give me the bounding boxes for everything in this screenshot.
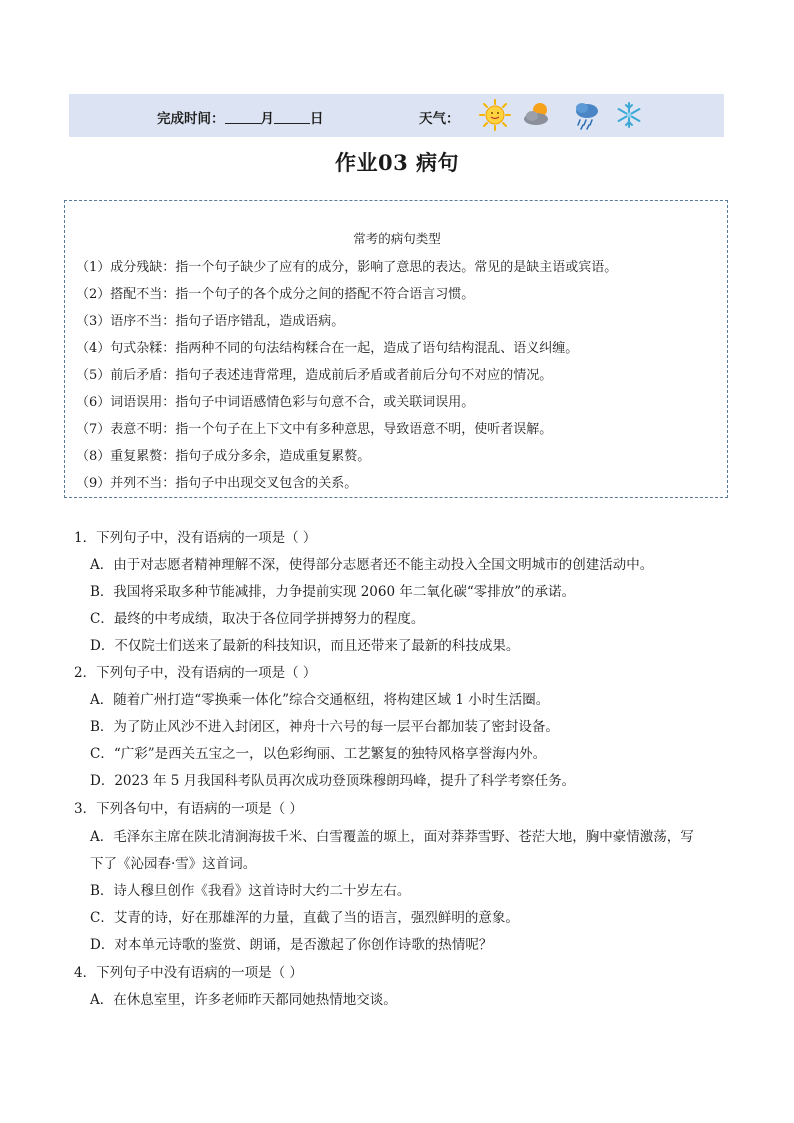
rain-icon: [570, 98, 604, 132]
month-label: 月: [260, 111, 274, 127]
question-3-option-a-cont: 下了《沁园春·雪》这首词。: [90, 856, 257, 872]
question-2-option-a: A．随着广州打造“零换乘一体化”综合交通枢纽，将构建区域 1 小时生活圈。: [90, 692, 550, 708]
page-title: 作业03 病句: [334, 150, 460, 175]
question-1-option-d: D．不仅院士们送来了最新的科技知识，而且还带来了最新的科技成果。: [90, 638, 520, 654]
question-2-option-d: D．2023 年 5 月我国科考队员再次成功登顶珠穆朗玛峰，提升了科学考察任务。: [90, 773, 576, 789]
question-3-stem: 3．下列各句中，有语病的一项是（ ）: [74, 801, 303, 817]
error-types-box: [64, 200, 728, 498]
box-heading: 常考的病句类型: [353, 231, 441, 246]
question-3-option-a: A．毛泽东主席在陕北清涧海拔千米、白雪覆盖的塬上，面对莽莽雪野、苍茫大地，胸中豪情激荡，写: [90, 829, 694, 845]
question-4-option-a: A．在休息室里，许多老师昨天都同她热情地交谈。: [90, 992, 397, 1008]
sun-icon: [478, 98, 512, 132]
question-2-option-b: B．为了防止风沙不进入封闭区，神舟十六号的每一层平台都加装了密封设备。: [90, 719, 559, 735]
question-3-option-b: B．诗人穆旦创作《我看》这首诗时大约二十岁左右。: [90, 883, 411, 899]
error-type-item: （5）前后矛盾：指句子表述违背常理，造成前后矛盾或者前后分句不对应的情况。: [76, 368, 553, 383]
error-type-item: （9）并列不当：指句子中出现交叉包含的关系。: [76, 476, 358, 491]
question-4-stem: 4．下列句子中没有语病的一项是（ ）: [74, 965, 303, 981]
question-1-stem: 1．下列句子中，没有语病的一项是（ ）: [74, 530, 317, 546]
question-1-option-c: C．最终的中考成绩，取决于各位同学拼搏努力的程度。: [90, 611, 425, 627]
question-3-option-d: D．对本单元诗歌的鉴赏、朗诵，是否激起了你创作诗歌的热情呢？: [90, 937, 493, 953]
question-2-stem: 2．下列句子中，没有语病的一项是（ ）: [74, 665, 317, 681]
question-1-option-b: B．我国将采取多种节能减排，力争提前实现 2060 年二氧化碳“零排放”的承诺。: [90, 584, 576, 600]
header-bar: [69, 94, 724, 137]
completion-time: [157, 107, 324, 127]
error-type-item: （1）成分残缺：指一个句子缺少了应有的成分，影响了意思的表达。常见的是缺主语或宾语。: [76, 260, 618, 275]
error-type-item: （6）词语误用：指句子中词语感情色彩与句意不合，或关联词误用。: [76, 395, 475, 410]
question-1-option-a: A．由于对志愿者精神理解不深，使得部分志愿者还不能主动投入全国文明城市的创建活动中。: [90, 557, 654, 573]
month-blank: [225, 111, 261, 124]
question-2-option-c: C．“广彩”是西关五宝之一，以色彩绚丽、工艺繁复的独特风格享誉海内外。: [90, 746, 547, 762]
completion-label: 完成时间：: [157, 111, 225, 127]
snow-icon: [612, 98, 646, 132]
day-blank: [274, 111, 310, 124]
partly-cloudy-icon: [521, 98, 555, 132]
day-label: 日: [310, 111, 324, 127]
error-type-item: （4）句式杂糅：指两种不同的句法结构糅合在一起，造成了语句结构混乱、语义纠缠。: [76, 341, 579, 356]
error-type-item: （2）搭配不当：指一个句子的各个成分之间的搭配不符合语言习惯。: [76, 287, 475, 302]
error-type-item: （3）语序不当：指句子语序错乱，造成语病。: [76, 314, 345, 329]
question-3-option-c: C．艾青的诗，好在那雄浑的力量，直截了当的语言，强烈鲜明的意象。: [90, 910, 519, 926]
weather-label: 天气：: [419, 111, 460, 127]
error-type-item: （8）重复累赘：指句子成分多余，造成重复累赘。: [76, 449, 371, 464]
error-type-item: （7）表意不明：指一个句子在上下文中有多种意思，导致语意不明，使听者误解。: [76, 422, 553, 437]
